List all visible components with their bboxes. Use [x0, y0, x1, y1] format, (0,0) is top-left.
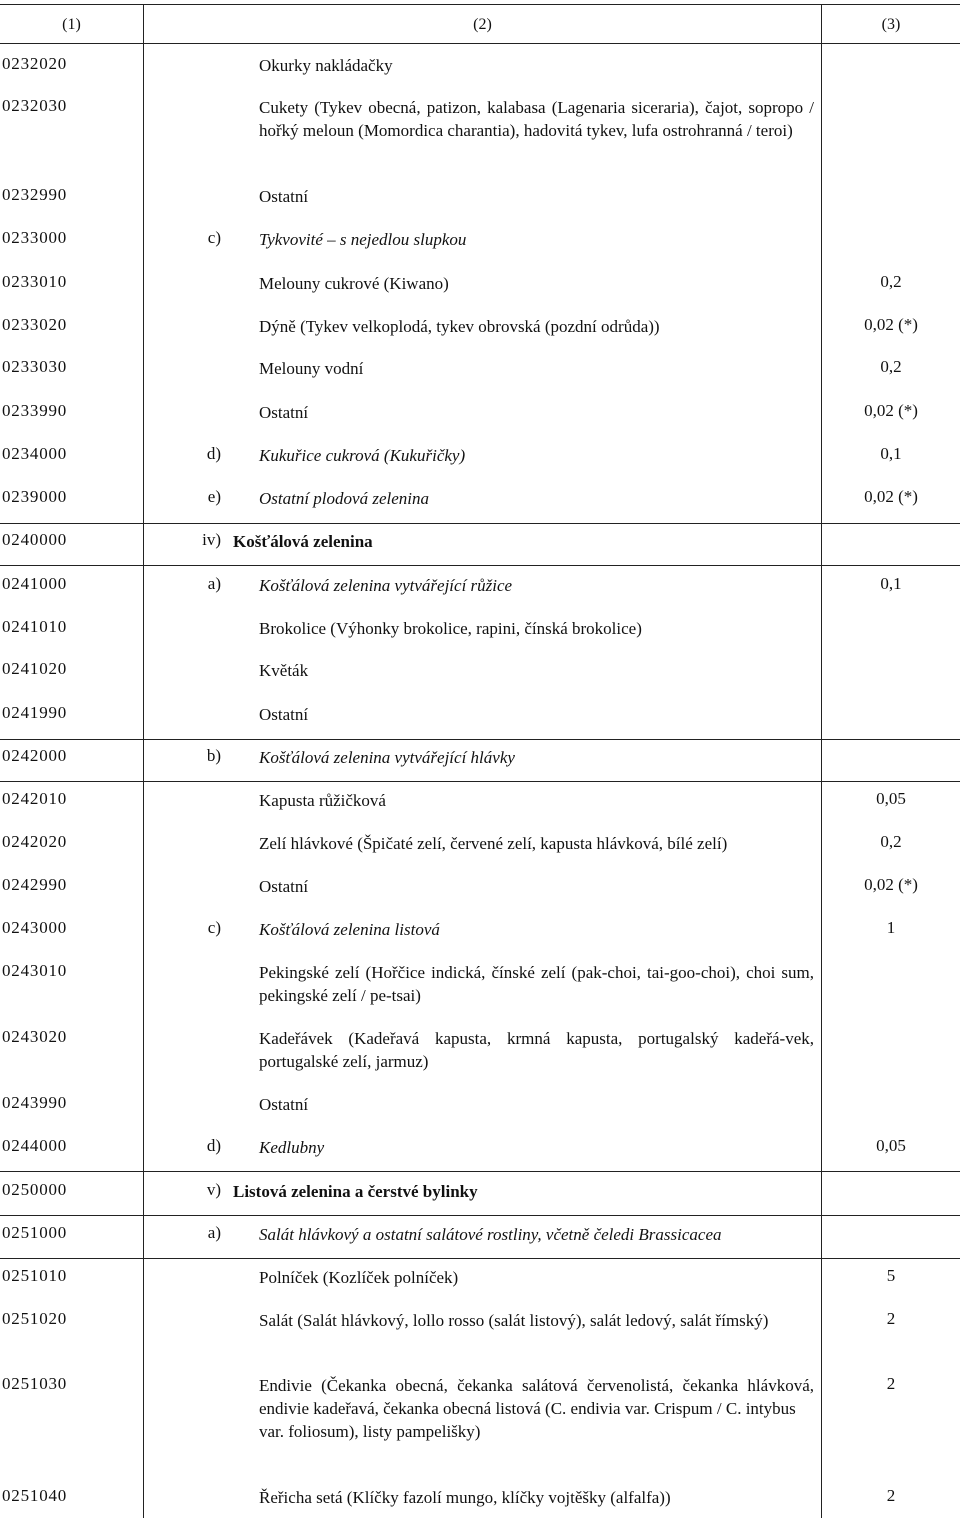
column-divider	[821, 4, 822, 1518]
row-divider	[0, 1171, 960, 1172]
mrl-value: 0,05	[876, 789, 906, 808]
product-code: 0251010	[2, 1266, 68, 1285]
product-name: Kadeřávek (Kadeřavá kapusta, krmná kapusta, portugalský kadeřá-vek, portugalské zelí, jarmuz)	[259, 1029, 814, 1071]
mrl-value: 2	[886, 1374, 896, 1393]
mrl-value: 0,1	[880, 574, 902, 593]
header-col1: (1)	[62, 16, 81, 33]
group-marker: b)	[206, 746, 221, 765]
product-code: 0243020	[2, 1027, 68, 1046]
header-col2: (2)	[473, 16, 492, 33]
product-code: 0233030	[2, 357, 68, 376]
product-code: 0242010	[2, 789, 68, 808]
group-marker: iv)	[202, 530, 221, 549]
product-code: 0243990	[2, 1093, 68, 1112]
product-code: 0233990	[2, 401, 68, 420]
product-name: Okurky nakládačky	[259, 56, 393, 75]
row-divider	[0, 565, 960, 566]
group-marker: c)	[207, 918, 221, 937]
product-code: 0240000	[2, 530, 68, 549]
group-name: Košťálová zelenina vytvářející hlávky	[259, 748, 515, 767]
product-name: Cukety (Tykev obecná, patizon, kalabasa (Lagenaria siceraria), čajot, sopropo / hořký meloun (Momordica charantia), hadovitá tykev, lufa ostrohranná / teroi)	[259, 98, 814, 140]
product-code: 0233000	[2, 228, 68, 247]
row-divider	[0, 523, 960, 524]
mrl-value: 0,2	[880, 357, 902, 376]
product-name: Pekingské zelí (Hořčice indická, čínské zelí (pak-choi, tai-goo-choi), choi sum, pekingské zelí / pe-tsai)	[259, 963, 814, 1005]
group-name: Košťálová zelenina listová	[259, 920, 440, 939]
header-col3: (3)	[881, 16, 901, 33]
mrl-value: 0,05	[876, 1136, 906, 1155]
group-marker: d)	[206, 444, 221, 463]
product-name: Dýně (Tykev velkoplodá, tykev obrovská (pozdní odrůda))	[259, 317, 660, 336]
product-code: 0251000	[2, 1223, 68, 1242]
product-name-part: var. foliosum), listy pampelišky)	[259, 1422, 481, 1441]
group-marker: d)	[206, 1136, 221, 1155]
column-divider	[143, 4, 144, 1518]
group-name: Salát hlávkový a ostatní salátové rostliny, včetně čeledi Brassicacea	[259, 1225, 722, 1244]
product-code: 0232020	[2, 54, 68, 73]
group-name: Košťálová zelenina vytvářející růžice	[259, 576, 513, 595]
mrl-value: 0,1	[880, 444, 902, 463]
mrl-value: 0,02 (*)	[864, 487, 918, 506]
product-name: Melouny vodní	[259, 359, 364, 378]
group-name: Kukuřice cukrová (Kukuřičky)	[259, 446, 466, 465]
row-divider	[0, 1215, 960, 1216]
product-code: 0241000	[2, 574, 68, 593]
mrl-value: 0,2	[880, 832, 902, 851]
product-code: 0251040	[2, 1486, 68, 1505]
product-code: 0243000	[2, 918, 68, 937]
product-name: Salát (Salát hlávkový, lollo rosso (salát listový), salát ledový, salát římský)	[259, 1311, 769, 1330]
mrl-value: 0,02 (*)	[864, 875, 918, 894]
product-code: 0233020	[2, 315, 68, 334]
mrl-value: 0,2	[880, 272, 902, 291]
group-marker: e)	[207, 487, 221, 506]
product-code: 0242990	[2, 875, 68, 894]
product-name: Ostatní	[259, 705, 309, 724]
mrl-value: 0,02 (*)	[864, 401, 918, 420]
product-code: 0251030	[2, 1374, 68, 1393]
group-marker: v)	[206, 1180, 221, 1199]
group-name: Kedlubny	[259, 1138, 325, 1157]
category-name: Košťálová zelenina	[233, 532, 373, 551]
residue-limits-table	[0, 4, 960, 1518]
group-marker: c)	[207, 228, 221, 247]
product-name: Ostatní	[259, 403, 309, 422]
product-code: 0242000	[2, 746, 68, 765]
category-name: Listová zelenina a čerstvé bylinky	[233, 1182, 478, 1201]
group-name: Ostatní plodová zelenina	[259, 489, 429, 508]
product-code: 0241020	[2, 659, 68, 678]
product-name: Polníček (Kozlíček polníček)	[259, 1268, 459, 1287]
group-marker: a)	[207, 1223, 221, 1242]
product-name-part: Endivie (Čekanka obecná, čekanka salátová červenolistá, čekanka hlávková, endivie kadeřavá, čekanka obecná listová (C. endivia var. Crispum / C. intybus	[259, 1376, 814, 1418]
mrl-value: 5	[886, 1266, 896, 1285]
table-top-border	[0, 4, 960, 5]
product-name: Květák	[259, 661, 309, 680]
header-divider	[0, 43, 960, 44]
product-code: 0250000	[2, 1180, 68, 1199]
product-name: Melouny cukrové (Kiwano)	[259, 274, 449, 293]
mrl-value: 2	[886, 1486, 896, 1505]
product-code: 0241990	[2, 703, 68, 722]
row-divider	[0, 739, 960, 740]
product-code: 0251020	[2, 1309, 68, 1328]
group-name: Tykvovité – s nejedlou slupkou	[259, 230, 467, 249]
product-code: 0232990	[2, 185, 68, 204]
product-code: 0232030	[2, 96, 68, 115]
product-name: Ostatní	[259, 877, 309, 896]
product-name: Řeřicha setá (Klíčky fazolí mungo, klíčky vojtěšky (alfalfa))	[259, 1488, 671, 1507]
product-code: 0241010	[2, 617, 68, 636]
product-code: 0234000	[2, 444, 68, 463]
mrl-value: 0,02 (*)	[864, 315, 918, 334]
mrl-value: 1	[886, 918, 896, 937]
product-name: Ostatní	[259, 187, 309, 206]
group-marker: a)	[207, 574, 221, 593]
product-name	[259, 1374, 814, 1443]
product-name: Brokolice (Výhonky brokolice, rapini, čínská brokolice)	[259, 619, 642, 638]
product-code: 0239000	[2, 487, 68, 506]
product-name: Ostatní	[259, 1095, 309, 1114]
row-divider	[0, 781, 960, 782]
product-code: 0242020	[2, 832, 68, 851]
product-code: 0233010	[2, 272, 68, 291]
row-divider	[0, 1258, 960, 1259]
product-code: 0243010	[2, 961, 68, 980]
product-name: Kapusta růžičková	[259, 791, 386, 810]
mrl-value: 2	[886, 1309, 896, 1328]
product-code: 0244000	[2, 1136, 68, 1155]
product-name: Zelí hlávkové (Špičaté zelí, červené zelí, kapusta hlávková, bílé zelí)	[259, 834, 728, 853]
